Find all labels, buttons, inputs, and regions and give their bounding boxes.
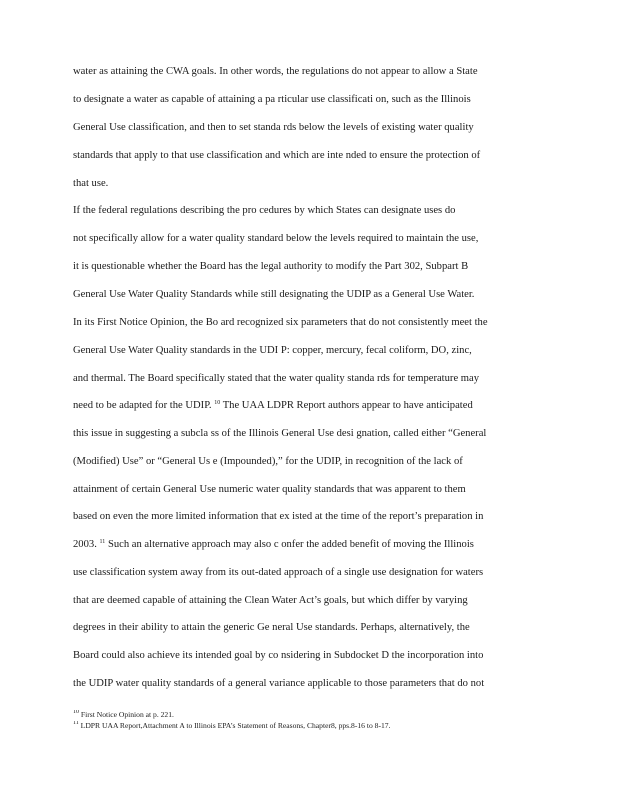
footnote-text: LDPR UAA Report,Attachment A to Illinois EPA’s Statement of Reasons, Chapter8, pps.8-16 to 8-17.	[78, 721, 391, 730]
body-line: General Use Water Quality Standards while still designating the UDIP as a General Use Water.	[73, 289, 475, 300]
body-line	[73, 399, 541, 413]
body-text: Such an alternative approach may also c onfer the added benefit of moving the Illinois	[107, 539, 474, 550]
body-line: If the federal regulations describing the pro cedures by which States can designate uses do	[73, 205, 456, 216]
footnote-text: First Notice Opinion at p. 221.	[79, 710, 174, 719]
body-text: The UAA LDPR Report authors appear to have anticipated	[222, 400, 473, 411]
body-line: this issue in suggesting a subcla ss of the Illinois General Use desi gnation, called either “General	[73, 428, 487, 439]
body-line: that use.	[73, 178, 109, 189]
body-line: and thermal. The Board specifically stated that the water quality standa rds for temperature may	[73, 373, 480, 384]
body-text: 2003.	[73, 539, 97, 550]
footnote-reference: 10	[214, 400, 221, 406]
footnote-number: 11	[73, 721, 79, 726]
body-line: (Modified) Use” or “General Us e (Impounded),” for the UDIP, in recognition of the lack of	[73, 456, 463, 467]
footnote	[73, 710, 543, 720]
body-line: use classification system away from its out-dated approach of a single use designation for waters	[73, 567, 484, 578]
body-line: General Use classification, and then to set standa rds below the levels of existing water quality	[73, 122, 474, 133]
body-line: water as attaining the CWA goals. In other words, the regulations do not appear to allow a State	[73, 66, 478, 77]
body-line: it is questionable whether the Board has the legal authority to modify the Part 302, Subpart B	[73, 261, 469, 272]
body-line: not specifically allow for a water quality standard below the levels required to maintain the use,	[73, 233, 479, 244]
footnote-number: 10	[73, 710, 79, 715]
body-line: In its First Notice Opinion, the Bo ard recognized six parameters that do not consistently meet the	[73, 317, 488, 328]
body-line: General Use Water Quality standards in the UDI P: copper, mercury, fecal coliform, DO, zinc,	[73, 345, 472, 356]
body-line: that are deemed capable of attaining the Clean Water Act’s goals, but which differ by varying	[73, 595, 468, 606]
body-line: degrees in their ability to attain the generic Ge neral Use standards. Perhaps, alternatively, the	[73, 622, 470, 633]
body-line	[73, 538, 541, 552]
body-line: to designate a water as capable of attaining a pa rticular use classificati on, such as the Illinois	[73, 94, 471, 105]
body-line: standards that apply to that use classification and which are inte nded to ensure the protection of	[73, 150, 481, 161]
footnote	[73, 721, 543, 731]
body-line: the UDIP water quality standards of a general variance applicable to those parameters that do not	[73, 678, 485, 689]
body-line: Board could also achieve its intended goal by co nsidering in Subdocket D the incorporation into	[73, 650, 484, 661]
footnote-reference: 11	[99, 539, 106, 545]
body-line: attainment of certain General Use numeric water quality standards that was apparent to them	[73, 484, 466, 495]
body-text: need to be adapted for the UDIP.	[73, 400, 212, 411]
body-line: based on even the more limited information that ex isted at the time of the report’s preparation in	[73, 511, 484, 522]
